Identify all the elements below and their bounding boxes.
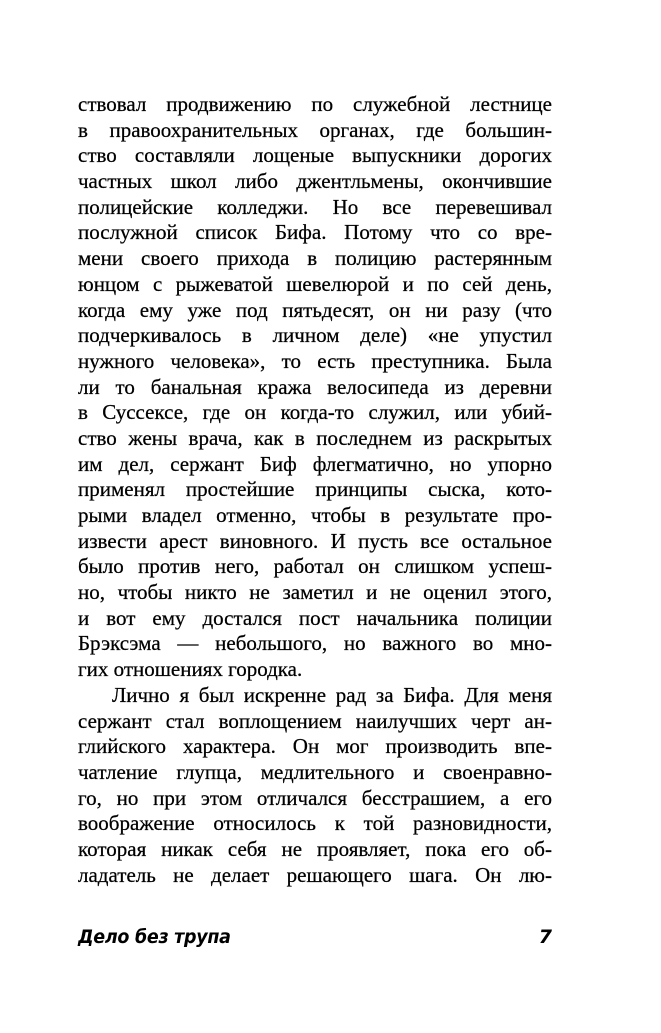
text-line: ствовал продвижению по служебной лестнице — [78, 92, 552, 116]
text-line: применял простейшие принципы сыска, кото- — [78, 477, 552, 502]
text-line: когда ему уже под пятьдесят, он ни разу (что — [78, 297, 552, 322]
paragraph-first-line: Лично я был искренне рад за Бифа. Для меня — [112, 682, 552, 707]
page-footer — [78, 926, 552, 954]
text-line: послужной список Бифа. Потому что со вре- — [78, 220, 552, 245]
paragraph-last-line: гих отношениях городка. — [78, 657, 303, 682]
text-line: было против него, работал он слишком успеш- — [78, 554, 552, 579]
text-line: нужного человека», то есть преступника. Была — [78, 348, 552, 373]
text-line: мени своего прихода в полицию растерянным — [78, 246, 552, 271]
body-text — [78, 92, 552, 888]
text-line: и вот ему достался пост начальника полиции — [78, 605, 552, 630]
text-line: глийского характера. Он мог производить впе- — [78, 734, 552, 759]
text-line: им дел, сержант Биф флегматично, но упорно — [78, 451, 552, 476]
text-line: го, но при этом отличался бесстрашием, а его — [78, 785, 552, 810]
text-line: частных школ либо джентльмены, окончившие — [78, 169, 552, 194]
text-line: ство составляли лощеные выпускники дорогих — [78, 143, 552, 168]
text-line: подчеркивалось в личном деле) «не упустил — [78, 323, 552, 348]
text-line: юнцом с рыжеватой шевелюрой и по сей день, — [78, 271, 552, 296]
text-line: извести арест виновного. И пусть все остальное — [78, 528, 552, 553]
text-line: которая никак себя не проявляет, пока его об- — [78, 836, 552, 861]
text-line: в правоохранительных органах, где большин- — [78, 117, 552, 142]
text-line: чатление глупца, медлительного и своенравно- — [78, 759, 552, 784]
running-footer-title: Дело без трупа — [78, 926, 231, 948]
text-line: воображение относилось к той разновидности, — [78, 811, 552, 836]
text-line: ладатель не делает решающего шага. Он лю- — [78, 862, 552, 887]
page-number: 7 — [538, 926, 552, 948]
text-line: рыми владел отменно, чтобы в результате про- — [78, 503, 552, 527]
text-line: ство жены врача, как в последнем из раскрытых — [78, 425, 552, 450]
text-line: но, чтобы никто не заметил и не оценил этого, — [78, 580, 552, 605]
text-line: ли то банальная кража велосипеда из деревни — [78, 374, 552, 399]
text-line: сержант стал воплощением наилучших черт ан- — [78, 708, 552, 733]
text-line: в Суссексе, где он когда-то служил, или убий- — [78, 400, 552, 425]
text-line: полицейские колледжи. Но все перевешивал — [78, 194, 552, 219]
text-line: Брэксэма — небольшого, но важного во мно- — [78, 631, 552, 656]
